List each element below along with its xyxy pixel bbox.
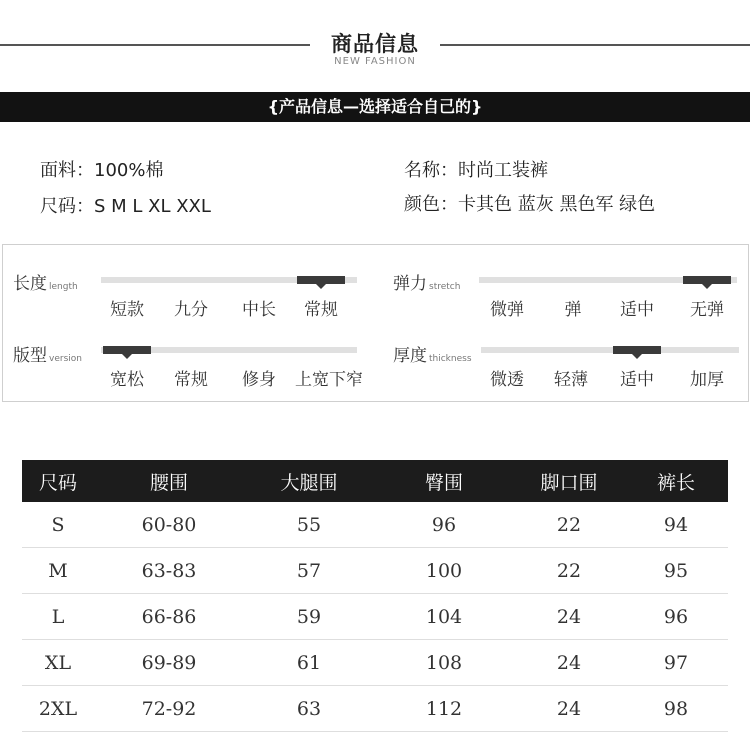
length-option-mid: 中长	[242, 300, 276, 320]
thickness-option-sheer: 微透	[490, 370, 524, 390]
length-label	[13, 269, 78, 294]
cell-thigh: 61	[296, 651, 322, 674]
version-option-regular: 常规	[174, 370, 208, 390]
cell-thigh: 55	[296, 513, 322, 536]
cell-hip: 96	[431, 513, 457, 536]
size-chart-table	[22, 460, 728, 732]
cell-leg-opening: 24	[556, 605, 582, 628]
length-option-regular: 常规	[304, 300, 338, 320]
cell-size: 2XL	[38, 697, 78, 720]
cell-thigh: 63	[296, 697, 322, 720]
cell-thigh: 59	[296, 605, 322, 628]
product-name-info: 名称：时尚工装裤	[404, 160, 548, 181]
stretch-label-text: 弹力	[393, 274, 427, 294]
stretch-marker	[683, 276, 731, 284]
thickness-track	[481, 347, 739, 353]
version-option-loose: 宽松	[110, 370, 144, 390]
header-thigh: 大腿围	[280, 471, 338, 494]
thickness-label	[393, 341, 472, 366]
cell-length: 98	[663, 697, 689, 720]
cell-waist: 69-89	[141, 651, 197, 674]
cell-hip: 104	[425, 605, 463, 628]
version-label	[13, 341, 82, 366]
stretch-option-medium: 适中	[620, 300, 654, 320]
cell-length: 96	[663, 605, 689, 628]
header-waist: 腰围	[149, 471, 188, 494]
table-row	[22, 686, 728, 732]
thickness-option-thick: 加厚	[690, 370, 724, 390]
cell-waist: 66-86	[141, 605, 197, 628]
header-size: 尺码	[38, 471, 77, 494]
header-hip: 臀围	[424, 471, 463, 494]
cell-size: L	[51, 605, 65, 628]
cell-waist: 72-92	[141, 697, 197, 720]
stretch-label-en: stretch	[429, 282, 461, 292]
version-marker	[103, 346, 151, 354]
stretch-option-none: 无弹	[690, 300, 724, 320]
section-title: 商品信息	[331, 32, 419, 56]
cell-leg-opening: 22	[556, 559, 582, 582]
thickness-option-medium: 适中	[620, 370, 654, 390]
table-header-row	[22, 460, 728, 502]
version-label-text: 版型	[13, 346, 47, 366]
cell-waist: 60-80	[141, 513, 197, 536]
length-label-en: length	[49, 282, 78, 292]
cell-leg-opening: 22	[556, 513, 582, 536]
cell-length: 95	[663, 559, 689, 582]
length-marker	[297, 276, 345, 284]
product-info-banner: {产品信息—选择适合自己的}	[0, 92, 750, 122]
version-label-en: version	[49, 354, 82, 364]
cell-length: 97	[663, 651, 689, 674]
thickness-label-en: thickness	[429, 354, 472, 364]
length-option-ninth: 九分	[174, 300, 208, 320]
cell-size: XL	[44, 651, 72, 674]
table-row	[22, 594, 728, 640]
stretch-option-slight: 微弹	[490, 300, 524, 320]
cell-leg-opening: 24	[556, 697, 582, 720]
header-length: 裤长	[656, 471, 695, 494]
stretch-label	[393, 269, 460, 294]
thickness-label-text: 厚度	[393, 346, 427, 366]
version-option-slim: 修身	[242, 370, 276, 390]
cell-thigh: 57	[296, 559, 322, 582]
header-leg-opening: 脚口围	[540, 471, 598, 494]
table-row	[22, 502, 728, 548]
cell-hip: 100	[425, 559, 463, 582]
cell-hip: 108	[425, 651, 463, 674]
thickness-marker	[613, 346, 661, 354]
attribute-panel	[2, 244, 749, 402]
color-info: 颜色：卡其色 蓝灰 黑色军 绿色	[404, 194, 656, 215]
version-option-tapered: 上宽下窄	[295, 370, 363, 390]
table-row	[22, 640, 728, 686]
cell-size: M	[48, 559, 68, 582]
stretch-option-stretch: 弹	[564, 300, 582, 320]
cell-hip: 112	[425, 697, 463, 720]
fabric-info: 面料：100%棉	[40, 160, 164, 181]
section-subtitle: NEW FASHION	[334, 56, 416, 67]
cell-waist: 63-83	[141, 559, 197, 582]
table-row	[22, 548, 728, 594]
size-info: 尺码：S M L XL XXL	[40, 196, 211, 217]
cell-length: 94	[663, 513, 689, 536]
cell-size: S	[51, 513, 65, 536]
cell-leg-opening: 24	[556, 651, 582, 674]
thickness-option-light: 轻薄	[554, 370, 588, 390]
length-label-text: 长度	[13, 274, 47, 294]
length-option-short: 短款	[110, 300, 144, 320]
